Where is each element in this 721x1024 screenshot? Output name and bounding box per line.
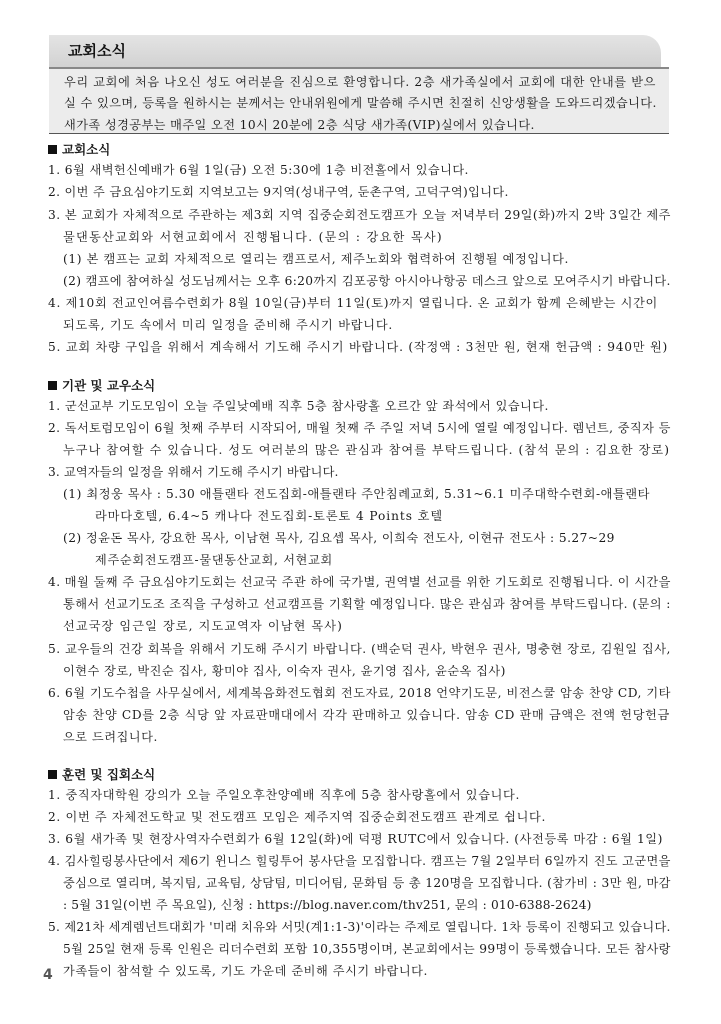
list-item: 가족들이 참석할 수 있도록, 기도 가운데 준비해 주시기 바랍니다. [63, 964, 428, 978]
list-item: 라마다호텔, 6.4~5 캐나다 전도집회-토론토 4 Points 호텔 [95, 509, 443, 523]
list-item: 선교국장 임근일 장로, 지도교역자 이남현 목사) [63, 619, 343, 633]
list-item: 되도록, 기도 속에서 미리 일정을 준비해 주시기 바랍니다. [63, 318, 393, 332]
list-item: (1) 최정웅 목사 : 5.30 애틀랜타 전도집회-애틀랜타 주안침례교회, 5.31~6.1 미주대학수련회-애틀랜타 [63, 487, 650, 501]
list-item: 2. 독서토럼모임이 6월 첫째 주부터 시작되어, 매월 첫째 주 주일 저녁 5시에 열릴 예정입니다. 렘넌트, 중직자 등 [48, 421, 671, 435]
list-item: 3. 교역자들의 일정을 위해서 기도해 주시기 바랍니다. [48, 465, 339, 479]
page-number: 4 [43, 967, 53, 983]
list-item: 1. 군선교부 기도모임이 오늘 주일낮예배 직후 5층 참사랑홀 오르간 앞 좌석에서 있습니다. [48, 399, 549, 413]
list-item: 물댄동산교회와 서현교회에서 진행됩니다. (문의 : 강요한 목사) [63, 230, 443, 244]
section-title: 기관 및 교우소식 [62, 378, 156, 393]
header-tab [49, 35, 661, 67]
list-item: 4. 김사힐링봉사단에서 제6기 윈니스 힐링투어 봉사단을 모집합니다. 캠프는 7월 2일부터 6일까지 진도 고군면을 [48, 854, 671, 868]
section-title: 교회소식 [62, 142, 111, 157]
list-item: 누구나 참여할 수 있습니다. 성도 여러분의 많은 관심과 참여를 부탁드립니다. (참석 문의 : 김요한 장로) [63, 443, 670, 457]
list-item: 2. 이번 주 금요심야기도회 지역보고는 9지역(성내구역, 둔촌구역, 고덕구역)입니다. [48, 185, 509, 199]
list-item: (1) 본 캠프는 교회 자체적으로 열리는 캠프로서, 제주노회와 협력하여 진행될 예정입니다. [63, 252, 569, 266]
bullet-square-icon [48, 770, 57, 779]
list-item: : 5월 31일(이번 주 목요일), 신청 : https://blog.naver.com/thv251, 문의 : 010-6388-2624) [63, 898, 592, 912]
list-item: (2) 정윤돈 목사, 강요한 목사, 이남현 목사, 김요셉 목사, 이희숙 전도사, 이현규 전도사 : 5.27~29 [63, 531, 615, 545]
list-item: 6. 6월 기도수첩을 사무실에서, 세계복음화전도협회 전도자료, 2018 언약기도문, 비전스쿨 암송 찬양 CD, 기타 [48, 686, 671, 700]
bullet-square-icon [48, 145, 57, 154]
list-item: 1. 6월 새벽헌신예배가 6월 1일(금) 오전 5:30에 1층 비전홀에서 있습니다. [48, 163, 469, 177]
bullet-square-icon [48, 381, 57, 390]
section-heading [48, 141, 110, 159]
section-title: 훈련 및 집회소식 [62, 767, 156, 782]
list-item: 4. 제10회 전교인여름수련회가 8월 10일(금)부터 11일(토)까지 열립니다. 온 교회가 함께 은혜받는 시간이 [48, 296, 658, 310]
list-item: 제주순회전도캠프-물댄동산교회, 서현교회 [95, 553, 333, 567]
welcome-line: 우리 교회에 처음 나오신 성도 여러분을 진심으로 환영합니다. 2층 새가족실에서 교회에 대한 안내를 받으 [64, 75, 656, 89]
section-heading [48, 766, 155, 784]
list-item: 3. 본 교회가 자체적으로 주관하는 제3회 지역 집중순회전도캠프가 오늘 저녁부터 29일(화)까지 2박 3일간 제주 [48, 208, 671, 222]
list-item: 4. 매월 둘째 주 금요심야기도회는 선교국 주관 하에 국가별, 권역별 선교를 위한 기도회로 진행됩니다. 이 시간을 [48, 575, 671, 589]
list-item: 3. 6월 새가족 및 현장사역자수련회가 6월 12일(화)에 덕평 RUTC에서 있습니다. (사전등록 마감 : 6월 1일) [48, 832, 663, 846]
list-item: 중심으로 열리며, 복지팀, 교육팀, 상담팀, 미디어팀, 문화팀 등 총 120명을 모집합니다. (참가비 : 3만 원, 마감 [63, 876, 671, 890]
list-item: 암송 찬양 CD를 2층 식당 앞 자료판매대에서 각각 판매하고 있습니다. 암송 CD 판매 금액은 전액 헌당헌금 [63, 708, 670, 722]
list-item: 5월 25일 현재 등록 인원은 리더수련회 포함 10,355명이며, 본교회에서는 99명이 등록했습니다. 모든 참사랑 [63, 942, 671, 956]
section-heading [48, 377, 155, 395]
list-item: 이현수 장로, 박진순 집사, 황미야 집사, 이숙자 권사, 윤기영 집사, 윤순옥 집사) [63, 664, 506, 678]
list-item: 5. 제21차 세계렘넌트대회가 '미래 치유와 서밋(계1:1-3)'이라는 주제로 열립니다. 1차 등록이 진행되고 있습니다. [48, 920, 671, 934]
list-item: 2. 이번 주 자체전도학교 및 전도캠프 모임은 제주지역 집중순회전도캠프 관계로 쉽니다. [48, 810, 546, 824]
list-item: 1. 중직자대학원 강의가 오늘 주일오후찬양예배 직후에 5층 참사랑홀에서 있습니다. [48, 788, 520, 802]
welcome-line: 새가족 성경공부는 매주일 오전 10시 20분에 2층 식당 새가족(VIP)실에서 있습니다. [64, 118, 535, 132]
list-item: 통해서 선교기도조 조직을 구성하고 선교캠프를 기획할 예정입니다. 많은 관심과 참여를 부탁드립니다. (문의 : [63, 597, 671, 611]
list-item: (2) 캠프에 참여하실 성도님께서는 오후 6:20까지 김포공항 아시아나항공 데스크 앞으로 모여주시기 바랍니다. [63, 274, 671, 288]
page-title: 교회소식 [68, 42, 126, 60]
list-item: 5. 교회 차량 구입을 위해서 계속해서 기도해 주시기 바랍니다. (작정액 : 3천만 원, 현재 헌금액 : 940만 원) [48, 340, 668, 354]
welcome-line: 실 수 있으며, 등록을 원하시는 분께서는 안내위원에게 말씀해 주시면 친절히 신앙생활을 도와드리겠습니다. [64, 96, 657, 110]
list-item: 5. 교우들의 건강 회복을 위해서 기도해 주시기 바랍니다. (백순덕 권사, 박현우 권사, 명충현 장로, 김원일 집사, [48, 642, 671, 656]
list-item: 으로 드려집니다. [63, 730, 158, 744]
